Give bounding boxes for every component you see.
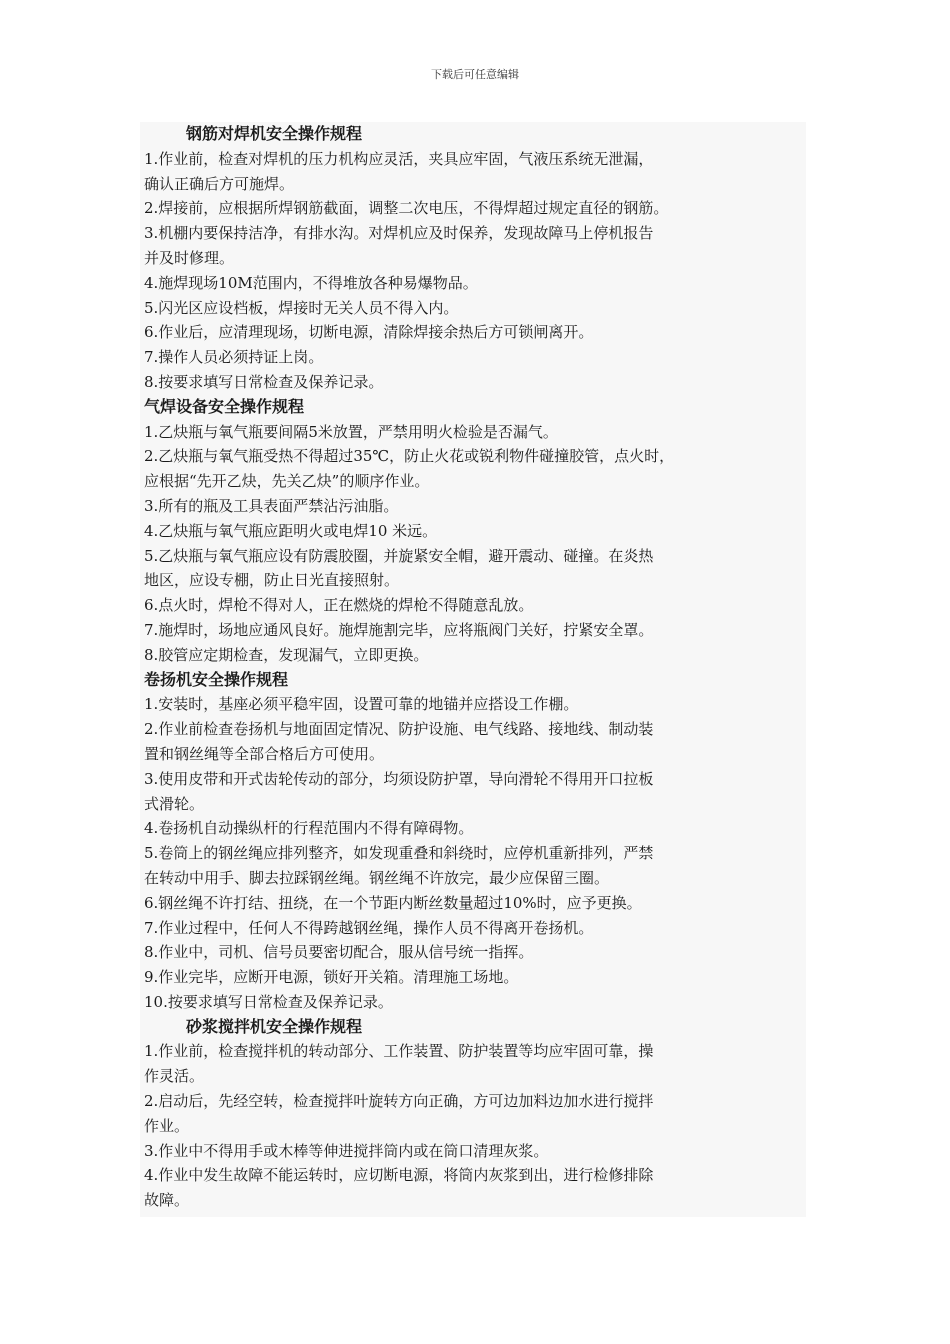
rule-item: 3.机棚内要保持洁净，有排水沟。对焊机应及时保养，发现故障马上停机报告 并及时修理。 [144, 224, 654, 267]
rule-item: 4.施焊现场10M范围内，不得堆放各种易爆物品。 [144, 273, 478, 292]
document-body [140, 122, 806, 1217]
rule-item: 4.作业中发生故障不能运转时，应切断电源，将筒内灰浆到出，进行检修排除 故障。 [144, 1166, 654, 1210]
rule-item: 3.使用皮带和开式齿轮传动的部分，均须设防护罩，导向滑轮不得用开口拉板 式滑轮。 [144, 769, 654, 813]
rule-item: 9.作业完毕，应断开电源，锁好开关箱。清理施工场地。 [144, 968, 519, 987]
rule-item: 7.施焊时，场地应通风良好。施焊施割完毕，应将瓶阀门关好，拧紧安全罩。 [144, 620, 654, 639]
section-title: 气焊设备安全操作规程 [144, 396, 305, 416]
rule-item: 1.作业前，检查对焊机的压力机构应灵活，夹具应牢固，气液压系统无泄漏， 确认正确后方可施焊。 [144, 149, 654, 193]
section-title: 卷扬机安全操作规程 [144, 669, 289, 689]
rule-item: 3.作业中不得用手或木棒等伸进搅拌筒内或在筒口清理灰浆。 [144, 1141, 549, 1160]
section-title: 钢筋对焊机安全操作规程 [186, 124, 363, 143]
rule-item: 4.卷扬机自动操纵杆的行程范围内不得有障碍物。 [144, 819, 474, 838]
rule-item: 8.胶管应定期检查，发现漏气，立即更换。 [144, 645, 429, 664]
rule-item: 7.操作人员必须持证上岗。 [144, 348, 324, 367]
rule-item: 1.安装时，基座必须平稳牢固，设置可靠的地锚并应搭设工作棚。 [144, 695, 579, 714]
rule-item: 2.作业前检查卷扬机与地面固定情况、防护设施、电气线路、接地线、制动装 置和钢丝绳等全部合格后方可使用。 [144, 720, 654, 763]
rule-item: 6.钢丝绳不许打结、扭绕，在一个节距内断丝数量超过10%时，应予更换。 [144, 893, 642, 912]
rule-item: 7.作业过程中，任何人不得跨越钢丝绳，操作人员不得离开卷扬机。 [144, 918, 594, 937]
rule-item: 10.按要求填写日常检查及保养记录。 [144, 992, 393, 1011]
rule-item: 5.闪光区应设档板，焊接时无关人员不得入内。 [144, 298, 459, 317]
rule-item: 2.焊接前，应根据所焊钢筋截面，调整二次电压，不得焊超过规定直径的钢筋。 [144, 199, 669, 218]
rule-item: 8.按要求填写日常检查及保养记录。 [144, 372, 384, 391]
page-header: 下载后可任意编辑 [431, 68, 519, 81]
rule-item: 2.乙炔瓶与氧气瓶受热不得超过35℃，防止火花或锐利物件碰撞胶管，点火时， 应根据“先开乙炔，先关乙炔”的顺序作业。 [144, 447, 675, 491]
rule-item: 6.作业后，应清理现场，切断电源，清除焊接余热后方可锁闸离开。 [144, 323, 594, 342]
section-title: 砂浆搅拌机安全操作规程 [186, 1016, 363, 1036]
rule-item: 2.启动后，先经空转，检查搅拌叶旋转方向正确，方可边加料边加水进行搅拌 作业。 [144, 1092, 654, 1135]
rule-item: 4.乙炔瓶与氧气瓶应距明火或电焊10 米远。 [144, 521, 438, 540]
rule-item: 8.作业中，司机、信号员要密切配合，服从信号统一指挥。 [144, 943, 534, 962]
rule-item: 5.乙炔瓶与氧气瓶应设有防震胶圈，并旋紧安全帽，避开震动、碰撞。在炎热 地区，应设专棚，防止日光直接照射。 [144, 546, 654, 590]
rule-item: 1.作业前，检查搅拌机的转动部分、工作装置、防护装置等均应牢固可靠，操 作灵活。 [144, 1042, 654, 1086]
rule-item: 3.所有的瓶及工具表面严禁沾污油脂。 [144, 496, 399, 515]
rule-item: 1.乙炔瓶与氧气瓶要间隔5米放置，严禁用明火检验是否漏气。 [144, 422, 558, 441]
rule-item: 6.点火时，焊枪不得对人，正在燃烧的焊枪不得随意乱放。 [144, 596, 534, 615]
rule-item: 5.卷筒上的钢丝绳应排列整齐，如发现重叠和斜绕时，应停机重新排列，严禁 在转动中用手、脚去拉踩钢丝绳。钢丝绳不许放完，最少应保留三圈。 [144, 844, 654, 887]
